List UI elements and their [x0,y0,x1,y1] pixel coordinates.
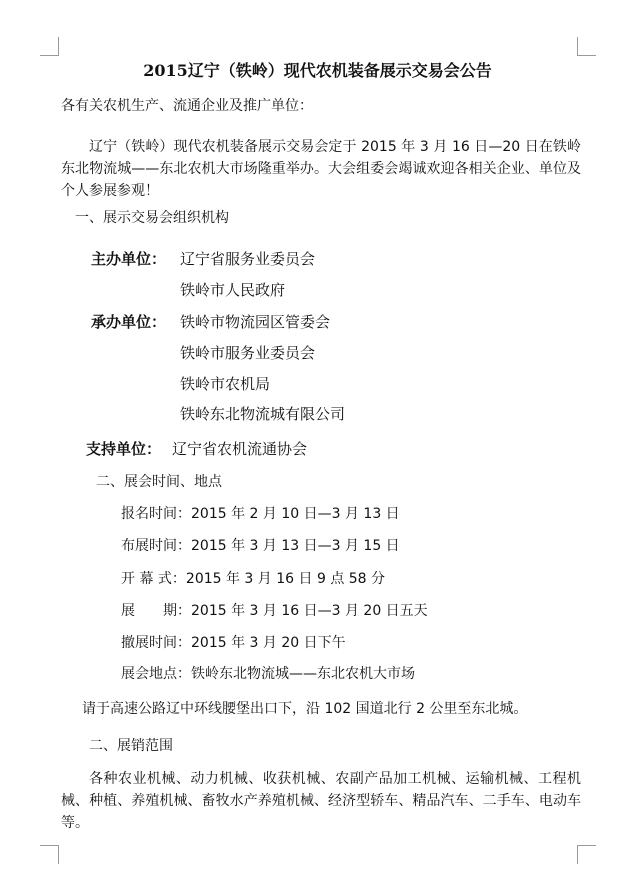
schedule-value: 2015 年 3 月 16 日—3 月 20 日五天 [191,603,428,619]
schedule-value: 2015 年 2 月 10 日—3 月 13 日 [191,506,400,522]
crop-mark-top-left [40,37,59,56]
schedule-value: 2015 年 3 月 16 日 9 点 58 分 [185,571,386,587]
schedule-label: 展会地点： [121,666,191,682]
directions: 请于高速公路辽中环线腰堡出口下，沿 102 国道北行 2 公里至东北城。 [82,701,528,717]
crop-mark-bottom-left [40,845,59,864]
schedule-value: 2015 年 3 月 20 日下午 [191,635,346,651]
scope-paragraph: 各种农业机械、动力机械、收获机械、农副产品加工机械、运输机械、工程机械、种植、养殖机械、畜牧水产养殖机械、经济型轿车、精品汽车、二手车、电动车等。 [61,771,581,831]
section2-heading: 二、展会时间、地点 [96,474,222,490]
schedule-label: 撤展时间： [121,635,191,651]
schedule-row [121,601,428,621]
schedule-row [121,633,346,653]
schedule-row [121,664,415,684]
support-label: 支持单位： [86,440,162,458]
schedule-label: 布展时间： [121,538,191,554]
organizer-org: 铁岭市服务业委员会 [180,344,316,362]
schedule-value: 铁岭东北物流城——东北农机大市场 [191,666,415,682]
crop-mark-top-right [577,37,596,56]
organizer-org: 铁岭东北物流城有限公司 [180,405,346,423]
section1-heading: 一、展示交易会组织机构 [75,210,229,226]
host-label: 主办单位： [91,250,167,268]
schedule-row [121,536,400,556]
schedule-row [121,504,400,524]
organizer-org: 铁岭市农机局 [180,375,271,393]
document-title: 2015辽宁（铁岭）现代农机装备展示交易会公告 [143,61,492,80]
intro-paragraph: 辽宁（铁岭）现代农机装备展示交易会定于 2015 年 3 月 16 日—20 日在铁岭东北物流城——东北农机大市场隆重举办。大会组委会竭诚欢迎各相关企业、单位及个人参展参观！ [61,139,581,199]
schedule-label: 报名时间： [121,506,191,522]
schedule-label: 展 期： [121,603,191,619]
support-org: 辽宁省农机流通协会 [172,440,308,458]
salutation: 各有关农机生产、流通企业及推广单位： [61,98,313,114]
host-org: 铁岭市人民政府 [180,281,286,299]
schedule-label: 开 幕 式： [121,571,186,587]
organizer-label: 承办单位： [91,313,167,331]
host-org: 辽宁省服务业委员会 [180,250,316,268]
crop-mark-bottom-right [577,845,596,864]
organizer-org: 铁岭市物流园区管委会 [180,313,331,331]
section3-heading: 二、展销范围 [89,738,173,754]
schedule-row [121,569,385,589]
schedule-value: 2015 年 3 月 13 日—3 月 15 日 [191,538,400,554]
